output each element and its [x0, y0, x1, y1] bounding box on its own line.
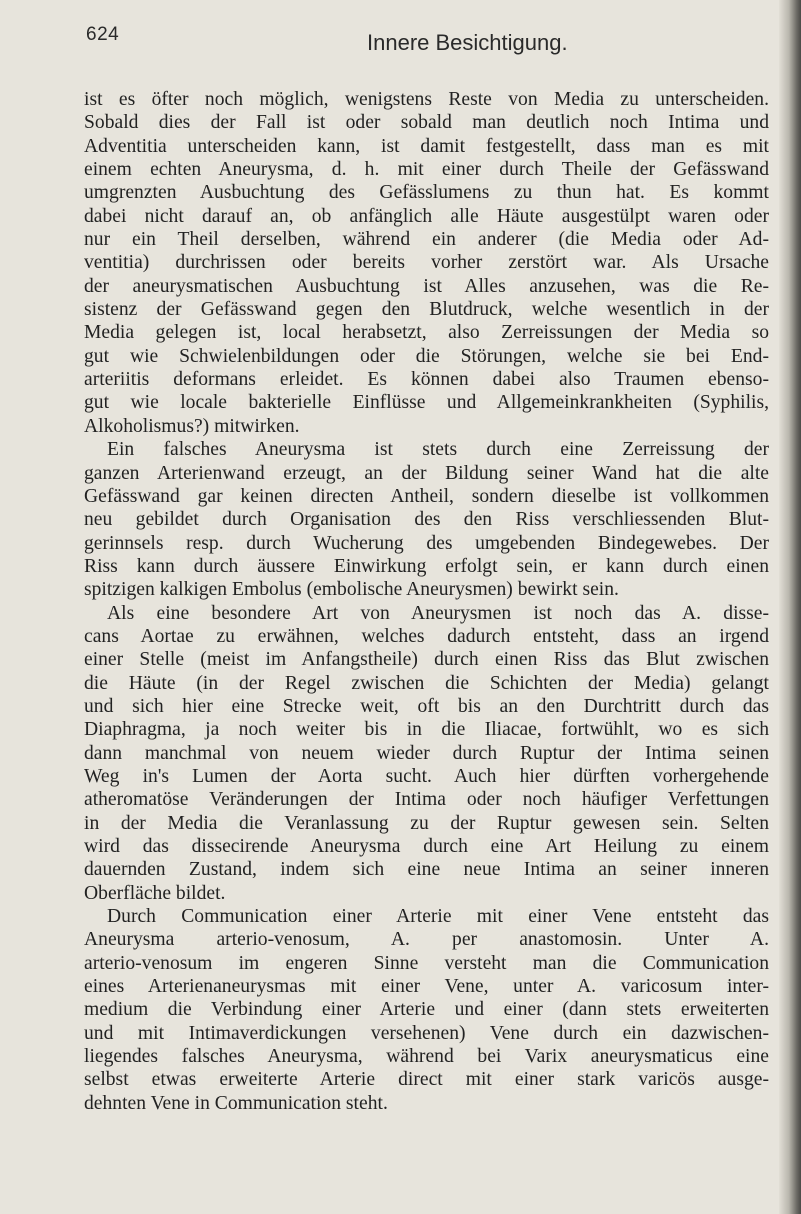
text-line: umgrenzten Ausbuchtung des Gefässlumens zu thun hat. Es kommt	[84, 182, 769, 204]
text-line: Media gelegen ist, local herabsetzt, also Zerreissungen der Media so	[84, 322, 769, 344]
text-line: einem echten Aneurysma, d. h. mit einer durch Theile der Gefässwand	[84, 159, 769, 181]
text-line: Riss kann durch äussere Einwirkung erfolgt sein, er kann durch einen	[84, 555, 769, 577]
body-text	[84, 88, 769, 1115]
text-line: arteriitis deformans erleidet. Es können dabei also Traumen ebenso-	[84, 369, 769, 391]
text-line: medium die Verbindung einer Arterie und einer (dann stets erweiterten	[84, 999, 769, 1021]
text-line: wird das dissecirende Aneurysma durch eine Art Heilung zu einem	[84, 836, 769, 857]
text-line: ganzen Arterienwand erzeugt, an der Bildung seiner Wand hat die alte	[84, 462, 769, 484]
text-line: sistenz der Gefässwand gegen den Blutdruck, welche wesentlich in der	[84, 299, 769, 321]
text-line: dabei nicht darauf an, ob anfänglich alle Häute ausgestülpt waren oder	[84, 205, 769, 227]
text-line: cans Aortae zu erwähnen, welches dadurch entsteht, dass an irgend	[84, 625, 769, 647]
text-line: ist es öfter noch möglich, wenigstens Reste von Media zu unterscheiden.	[84, 89, 769, 110]
text-line: gut wie Schwielenbildungen oder die Störungen, welche sie bei End-	[84, 345, 769, 367]
text-line: Ein falsches Aneurysma ist stets durch eine Zerreissung der	[107, 439, 769, 461]
text-line: neu gebildet durch Organisation des den Riss verschliessenden Blut-	[84, 509, 769, 531]
text-line: Aneurysma arterio-venosum, A. per anastomosin. Unter A.	[84, 929, 769, 951]
text-line: liegendes falsches Aneurysma, während bei Varix aneurysmaticus eine	[84, 1046, 769, 1068]
page-header	[0, 22, 801, 62]
text-line: einer Stelle (meist im Anfangstheile) durch einen Riss das Blut zwischen	[84, 649, 769, 671]
text-line: Alkoholismus?) mitwirken.	[84, 415, 300, 437]
text-line: und sich hier eine Strecke weit, oft bis an den Durchtritt durch das	[84, 695, 769, 717]
page-number: 624	[86, 24, 120, 45]
text-line: Als eine besondere Art von Aneurysmen ist noch das A. disse-	[107, 602, 769, 624]
running-title: Innere Besichtigung.	[367, 30, 568, 55]
text-line: Adventitia unterscheiden kann, ist damit festgestellt, dass man es mit	[84, 135, 769, 157]
text-line: dehnten Vene in Communication steht.	[84, 1092, 388, 1114]
text-line: nur ein Theil derselben, während ein anderer (die Media oder Ad-	[84, 229, 769, 251]
text-line: Diaphragma, ja noch weiter bis in die Iliacae, fortwühlt, wo es sich	[84, 719, 769, 741]
text-line: dann manchmal von neuem wieder durch Ruptur der Intima seinen	[84, 742, 769, 764]
text-line: Gefässwand gar keinen directen Antheil, sondern dieselbe ist vollkommen	[84, 485, 769, 507]
text-line: Durch Communication einer Arterie mit einer Vene entsteht das	[107, 906, 769, 928]
text-line: spitzigen kalkigen Embolus (embolische Aneurysmen) bewirkt sein.	[84, 579, 619, 601]
text-line: der aneurysmatischen Ausbuchtung ist Alles anzusehen, was die Re-	[84, 275, 769, 297]
text-line: Weg in's Lumen der Aorta sucht. Auch hier dürften vorhergehende	[84, 765, 769, 787]
text-line: und mit Intimaverdickungen versehenen) Vene durch ein dazwischen-	[84, 1022, 769, 1044]
text-line: eines Arterienaneurysmas mit einer Vene, unter A. varicosum inter-	[84, 976, 769, 998]
text-line: selbst etwas erweiterte Arterie direct mit einer stark varicös ausge-	[84, 1069, 769, 1091]
text-line: atheromatöse Veränderungen der Intima oder noch häufiger Verfettungen	[84, 789, 769, 811]
page-binding-edge	[779, 0, 801, 1214]
text-line: arterio-venosum im engeren Sinne versteht man die Communication	[84, 952, 769, 974]
text-line: gerinnsels resp. durch Wucherung des umgebenden Bindegewebes. Der	[84, 532, 769, 554]
text-line: ventitia) durchrissen oder bereits vorher zerstört war. Als Ursache	[84, 252, 769, 274]
text-line: gut wie locale bakterielle Einflüsse und Allgemeinkrankheiten (Syphilis,	[84, 392, 769, 414]
text-line: dauernden Zustand, indem sich eine neue Intima an seiner inneren	[84, 859, 769, 881]
text-line: Oberfläche bildet.	[84, 882, 226, 904]
text-line: Sobald dies der Fall ist oder sobald man deutlich noch Intima und	[84, 112, 769, 134]
text-line: in der Media die Veranlassung zu der Ruptur gewesen sein. Selten	[84, 812, 769, 834]
text-line: die Häute (in der Regel zwischen die Schichten der Media) gelangt	[84, 672, 769, 694]
